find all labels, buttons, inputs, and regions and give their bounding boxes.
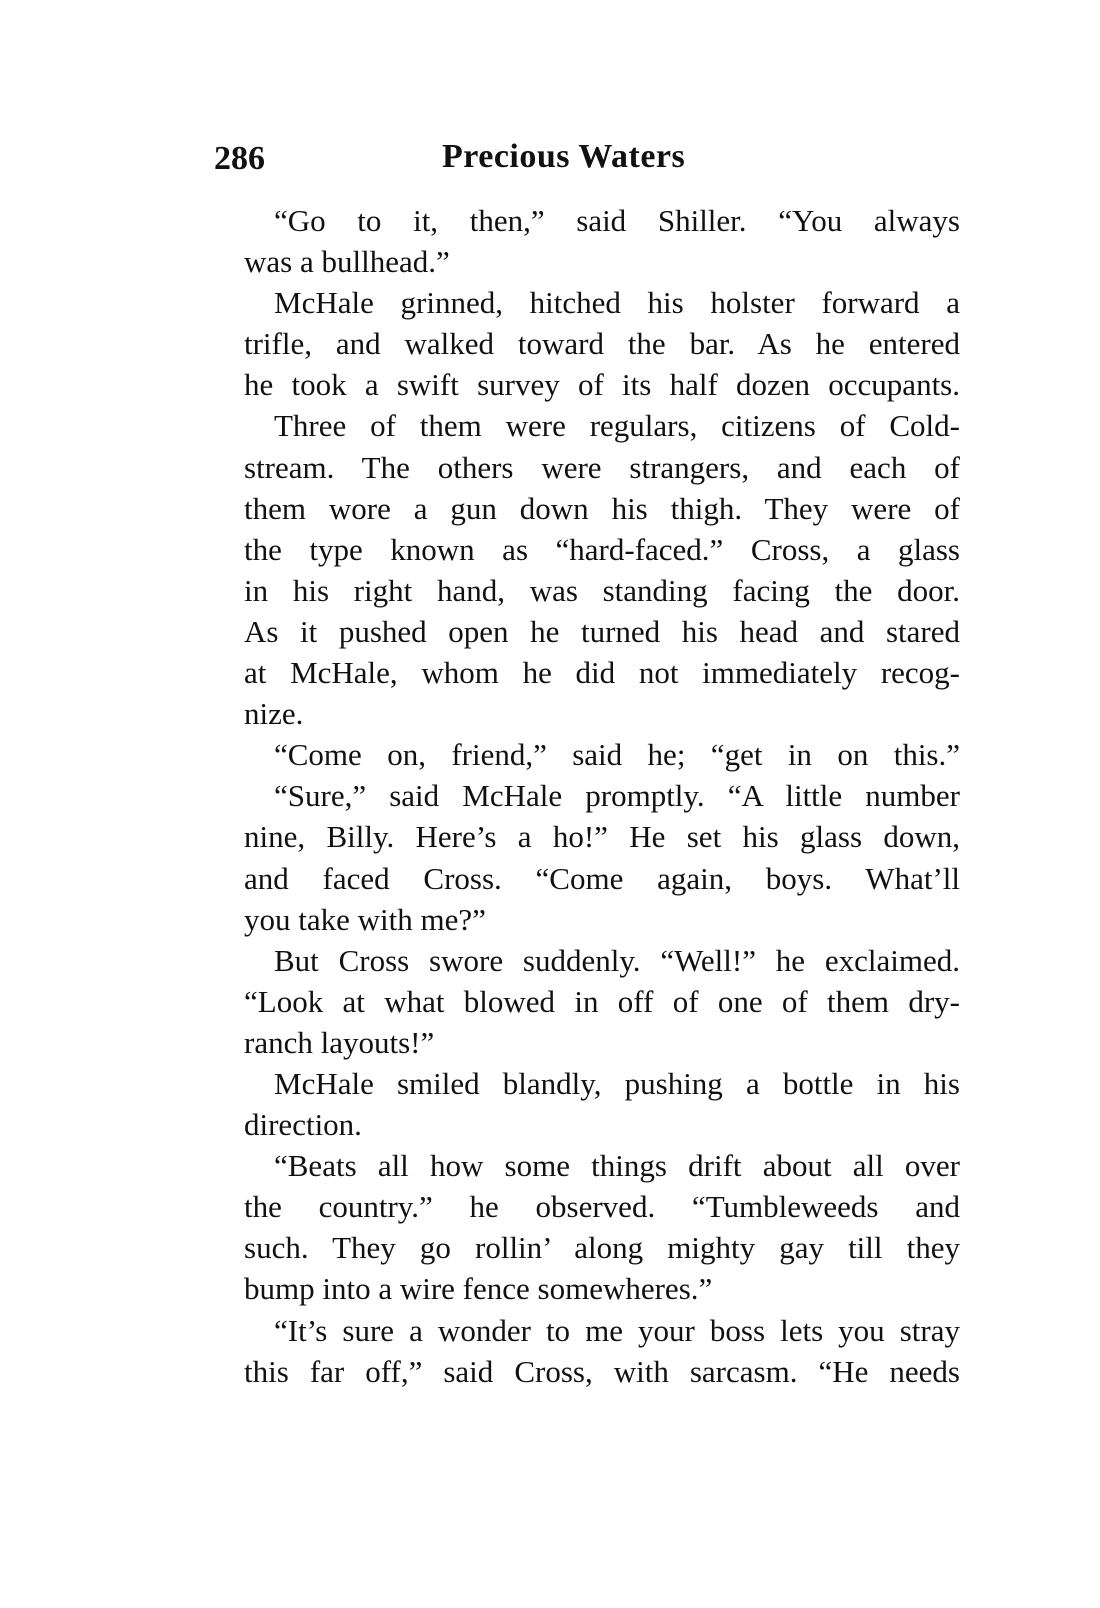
page-header bbox=[214, 136, 960, 186]
text-line: “Come on, friend,” said he; “get in on this.” bbox=[274, 737, 960, 773]
text-line: ranch layouts!” bbox=[244, 1024, 435, 1060]
text-line: stream. The others were strangers, and each of bbox=[244, 449, 960, 485]
text-line: he took a swift survey of its half dozen occupants. bbox=[244, 367, 960, 403]
text-line: such. They go rollin’ along mighty gay till they bbox=[244, 1230, 960, 1266]
text-line: “Look at what blowed in off of one of them dry- bbox=[244, 983, 960, 1019]
paragraph bbox=[214, 1310, 960, 1392]
text-line: at McHale, whom he did not immediately recog- bbox=[244, 655, 960, 691]
paragraph bbox=[214, 940, 960, 1063]
text-line: and faced Cross. “Come again, boys. What’ll bbox=[244, 860, 960, 896]
text-line: As it pushed open he turned his head and stared bbox=[244, 613, 960, 649]
body-text bbox=[214, 200, 960, 1392]
text-line: But Cross swore suddenly. “Well!” he exclaimed. bbox=[274, 942, 960, 978]
text-line: bump into a wire fence somewheres.” bbox=[244, 1271, 713, 1307]
text-line: “It’s sure a wonder to me your boss lets you stray bbox=[274, 1312, 960, 1348]
text-line: the country.” he observed. “Tumbleweeds and bbox=[244, 1189, 960, 1225]
text-line: “Beats all how some things drift about all over bbox=[274, 1148, 960, 1184]
paragraph bbox=[214, 775, 960, 939]
text-line: “Sure,” said McHale promptly. “A little number bbox=[274, 778, 960, 814]
paragraph bbox=[214, 200, 960, 282]
text-line: Three of them were regulars, citizens of Cold- bbox=[274, 408, 960, 444]
text-line: you take with me?” bbox=[244, 901, 486, 937]
page-number: 286 bbox=[214, 140, 265, 177]
text-line: the type known as “hard-faced.” Cross, a glass bbox=[244, 531, 960, 567]
text-line: was a bullhead.” bbox=[244, 244, 450, 280]
text-line: direction. bbox=[244, 1107, 362, 1143]
text-line: nize. bbox=[244, 696, 304, 732]
text-line: McHale smiled blandly, pushing a bottle in his bbox=[274, 1065, 960, 1101]
paragraph bbox=[214, 1145, 960, 1309]
text-line: this far off,” said Cross, with sarcasm. “He needs bbox=[244, 1353, 960, 1389]
text-line: in his right hand, was standing facing the door. bbox=[244, 572, 960, 608]
text-line: nine, Billy. Here’s a ho!” He set his glass down, bbox=[244, 819, 960, 855]
text-line: “Go to it, then,” said Shiller. “You always bbox=[274, 203, 960, 238]
paragraph bbox=[214, 405, 960, 734]
paragraph bbox=[214, 734, 960, 775]
paragraph bbox=[214, 282, 960, 405]
text-line: trifle, and walked toward the bar. As he entered bbox=[244, 326, 960, 362]
running-title: Precious Waters bbox=[442, 138, 686, 175]
text-line: them wore a gun down his thigh. They were of bbox=[244, 490, 960, 526]
text-line: McHale grinned, hitched his holster forward a bbox=[274, 285, 960, 321]
paragraph bbox=[214, 1063, 960, 1145]
